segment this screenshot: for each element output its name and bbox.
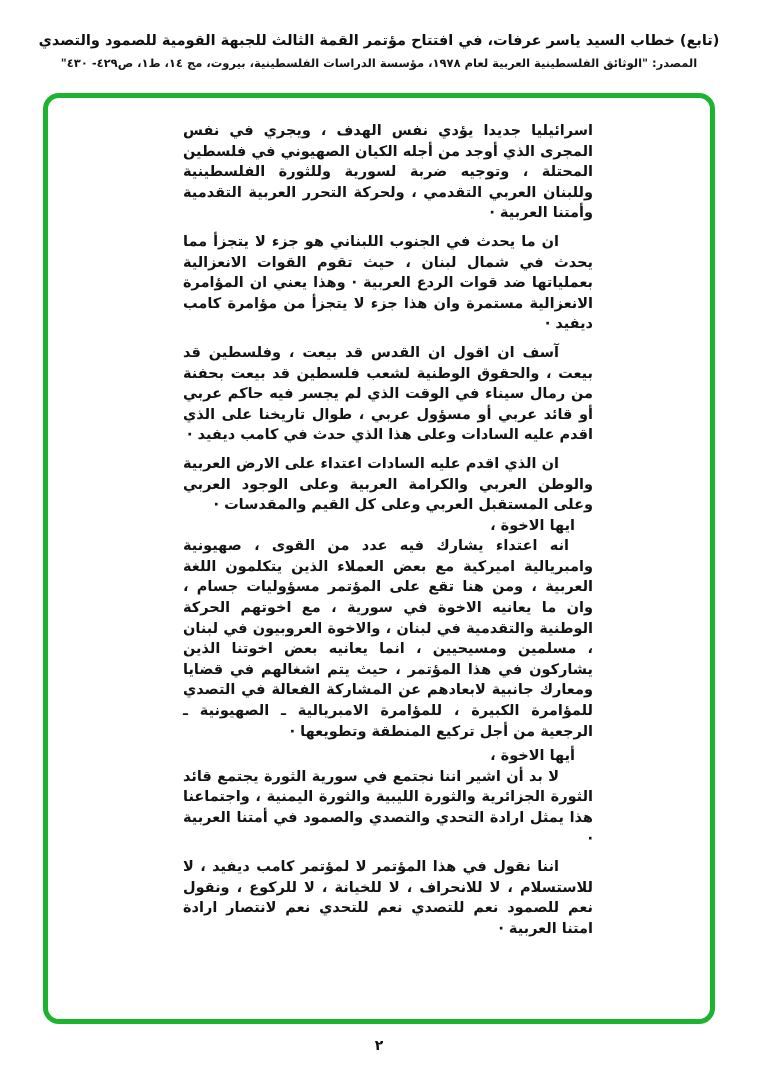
speech-body-text [183,121,593,940]
paragraph: انه اعتداء يشارك فيه عدد من القوى ، صهيونية وامبريالية اميركية مع بعض العملاء الذين يتكلمون اللغة العربية ، ومن هنا تقع على المؤتمر مسؤوليات جسام ، وان ما يعانيه الاخوة في سورية ، مع اخوتهم الحركة الوطنية والتقدمية في لبنان ، والاخوة العروبيون في لبنان ، مسلمين ومسيحيين ، انما يعانيه بعض اخوتنا الذين يشاركون في هذا المؤتمر ، حيث يتم اشغالهم في قضايا ومعارك جانبية لابعادهم عن المشاركة الفعالة في التصدي للمؤامرة الكبيرة ، للمؤامرة الامبريالية ـ الصهيونية ـ الرجعية من أجل تركيع المنطقة وتطويعها · [183,538,593,740]
document-source-citation: المصدر: "الوثائق الفلسطينية العربية لعام ١٩٧٨، مؤسسة الدراسات الفلسطينية، بيروت، مج ١٤، ط١، ص٤٢٩- ٤٣٠" [60,56,698,70]
salutation-line: أيها الاخوة ، [490,748,575,765]
paragraph: آسف ان اقول ان القدس قد بيعت ، وفلسطين قد بيعت ، والحقوق الوطنية لشعب فلسطين قد بيعت بحفنة من رمال سيناء في الوقت الذي لم يجسر فيه حاكم عربي أو قائد عربي أو مسؤول عربي ، طوال تاريخنا على الذي اقدم عليه السادات وعلى هذا الذي حدث في كامب ديفيد · [183,344,593,444]
paragraph: ان الذي اقدم عليه السادات اعتداء على الارض العربية والوطن العربي والكرامة العربية وعلى الوجود العربي وعلى المستقبل العربي وعلى كل القيم والمقدسات · [183,455,593,514]
paragraph: اننا نقول في هذا المؤتمر لا لمؤتمر كامب ديفيد ، لا للاستسلام ، لا للانحراف ، لا للخيانة ، لا للركوع ، ونقول نعم للصمود نعم للتصدي نعم للتحدي نعم لانتصار ارادة امتنا العربية · [183,859,593,937]
document-title: (تابع) خطاب السيد ياسر عرفات، في افتتاح مؤتمر القمة الثالث للجبهة القومية للصمود والتصدي [38,33,720,49]
salutation-line: ايها الاخوة ، [490,517,575,534]
paragraph: اسرائيليا جديدا يؤدي نفس الهدف ، ويجري في نفس المجرى الذي أوجد من أجله الكيان الصهيوني في فلسطين المحتلة ، وتوجيه ضربة لسورية وللثورة الفلسطينية وللبنان العربي التقدمي ، ولحركة التحرر العربية التقدمية وأمتنا العربية · [183,123,593,222]
page-number: ٢ [374,1038,384,1054]
document-header [0,33,758,70]
paragraph: لا بد أن اشير اننا نجتمع في سورية الثورة يجتمع قائد الثورة الجزائرية والثورة الليبية والثورة اليمنية ، واجتماعنا هذا يمثل ارادة التحدي والتصدي والصمود في أمتنا العربية · [183,768,593,847]
paragraph: ان ما يحدث في الجنوب اللبناني هو جزء لا يتجزأ مما يحدث في شمال لبنان ، حيث تقوم القوات الانعزالية بعملياتها ضد قوات الردع العربية · وهذا يعني ان المؤامرة الانعزالية مستمرة وان هذا جزء لا يتجزأ من مؤامرة كامب ديفيد · [183,233,593,333]
